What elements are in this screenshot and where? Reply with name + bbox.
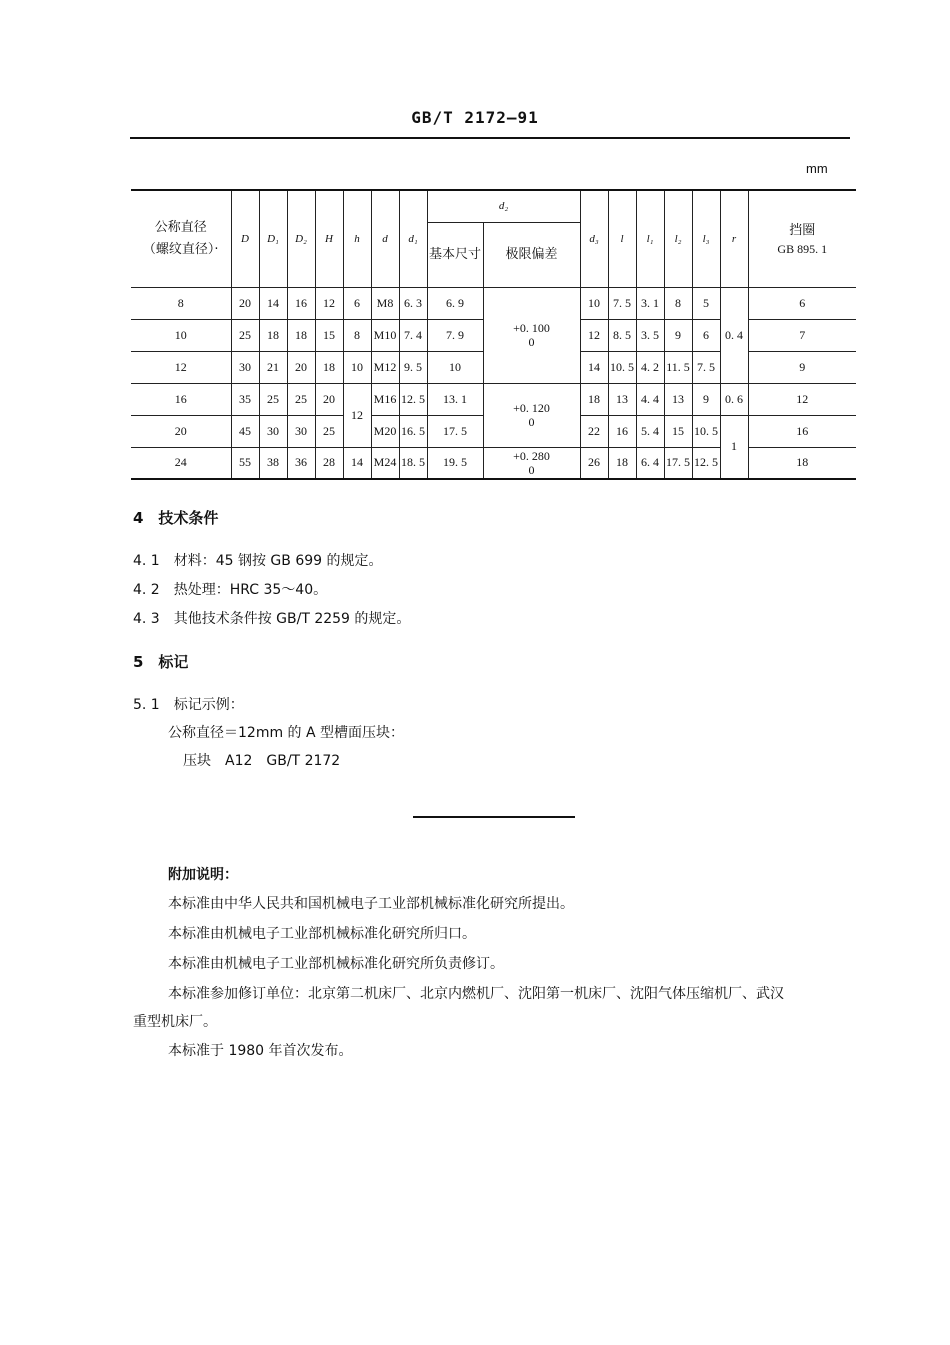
header-D2: D₂ bbox=[287, 190, 315, 287]
document-header: GB/T 2172—91 bbox=[411, 108, 539, 127]
r-cell-1: 0. 4 bbox=[720, 287, 748, 383]
header-retaining-ring: 挡圈 GB 895. 1 bbox=[748, 190, 856, 287]
note-line: 本标准由机械电子工业部机械标准化研究所负责修订。 bbox=[168, 956, 504, 972]
header-rule bbox=[130, 137, 850, 139]
header-l3: l₃ bbox=[692, 190, 720, 287]
header-D1: D₁ bbox=[259, 190, 287, 287]
table-row: 12 30 21 20 18 10 M12 9. 5 10 14 10. 5 4. 2 11. 5 7. 5 9 bbox=[131, 351, 856, 383]
header-l2: l₂ bbox=[664, 190, 692, 287]
notes-title: 附加说明： bbox=[168, 867, 238, 883]
table-row: 8 20 14 16 12 6 M8 6. 3 6. 9 +0. 100 0 10 7. 5 3. 1 8 5 0. 4 6 bbox=[131, 287, 856, 319]
header-d: d bbox=[371, 190, 399, 287]
deviation-cell-1: +0. 100 0 bbox=[483, 287, 580, 383]
r-cell-3: 1 bbox=[720, 415, 748, 479]
header-D: D bbox=[231, 190, 259, 287]
header-d2-deviation: 极限偏差 bbox=[483, 222, 580, 287]
note-line: 本标准于 1980 年首次发布。 bbox=[168, 1043, 353, 1059]
header-r: r bbox=[720, 190, 748, 287]
header-d3: d₃ bbox=[580, 190, 608, 287]
header-l: l bbox=[608, 190, 636, 287]
marking-description: 公称直径＝12mm 的 A 型槽面压块： bbox=[168, 725, 405, 741]
table-header-row-1 bbox=[131, 190, 856, 222]
note-line: 本标准由机械电子工业部机械标准化研究所归口。 bbox=[168, 926, 476, 942]
deviation-cell-2: +0. 120 0 bbox=[483, 383, 580, 447]
h-cell-merged: 12 bbox=[343, 383, 371, 447]
clause-4-3: 4. 3 其他技术条件按 GB/T 2259 的规定。 bbox=[133, 611, 411, 627]
header-nominal-diameter: 公称直径 （螺纹直径）· bbox=[131, 190, 231, 287]
clause-5-1: 5. 1 标记示例： bbox=[133, 697, 244, 713]
unit-label: mm bbox=[806, 161, 828, 176]
deviation-cell-3: +0. 280 0 bbox=[483, 447, 580, 479]
clause-4-1: 4. 1 材料：45 钢按 GB 699 的规定。 bbox=[133, 553, 383, 569]
table-row: 10 25 18 18 15 8 M10 7. 4 7. 9 12 8. 5 3. 5 9 6 7 bbox=[131, 319, 856, 351]
header-l1: l₁ bbox=[636, 190, 664, 287]
header-H: H bbox=[315, 190, 343, 287]
clause-4-2: 4. 2 热处理：HRC 35～40。 bbox=[133, 582, 328, 598]
header-d2: d₂ bbox=[427, 190, 580, 222]
dimension-table bbox=[131, 189, 856, 480]
r-cell-2: 0. 6 bbox=[720, 383, 748, 415]
header-h: h bbox=[343, 190, 371, 287]
table-row: 20 45 30 30 25 M20 16. 5 17. 5 22 16 5. 4 15 10. 5 1 16 bbox=[131, 415, 856, 447]
marking-example: 压块 A12 GB/T 2172 bbox=[183, 753, 341, 769]
header-d2-basic: 基本尺寸 bbox=[427, 222, 483, 287]
section-4-title: 4 技术条件 bbox=[133, 509, 219, 527]
header-d1: d₁ bbox=[399, 190, 427, 287]
separator-rule bbox=[413, 816, 575, 818]
note-line: 重型机床厂。 bbox=[133, 1014, 217, 1030]
note-line: 本标准由中华人民共和国机械电子工业部机械标准化研究所提出。 bbox=[168, 896, 574, 912]
table-row: 16 35 25 25 20 12 M16 12. 5 13. 1 +0. 120 0 18 13 4. 4 13 9 0. 6 12 bbox=[131, 383, 856, 415]
section-5-title: 5 标记 bbox=[133, 653, 189, 671]
note-line: 本标准参加修订单位：北京第二机床厂、北京内燃机厂、沈阳第一机床厂、沈阳气体压缩机厂、武汉 bbox=[168, 986, 784, 1002]
table-row: 24 55 38 36 28 14 M24 18. 5 19. 5 +0. 280 0 26 18 6. 4 17. 5 12. 5 18 bbox=[131, 447, 856, 479]
